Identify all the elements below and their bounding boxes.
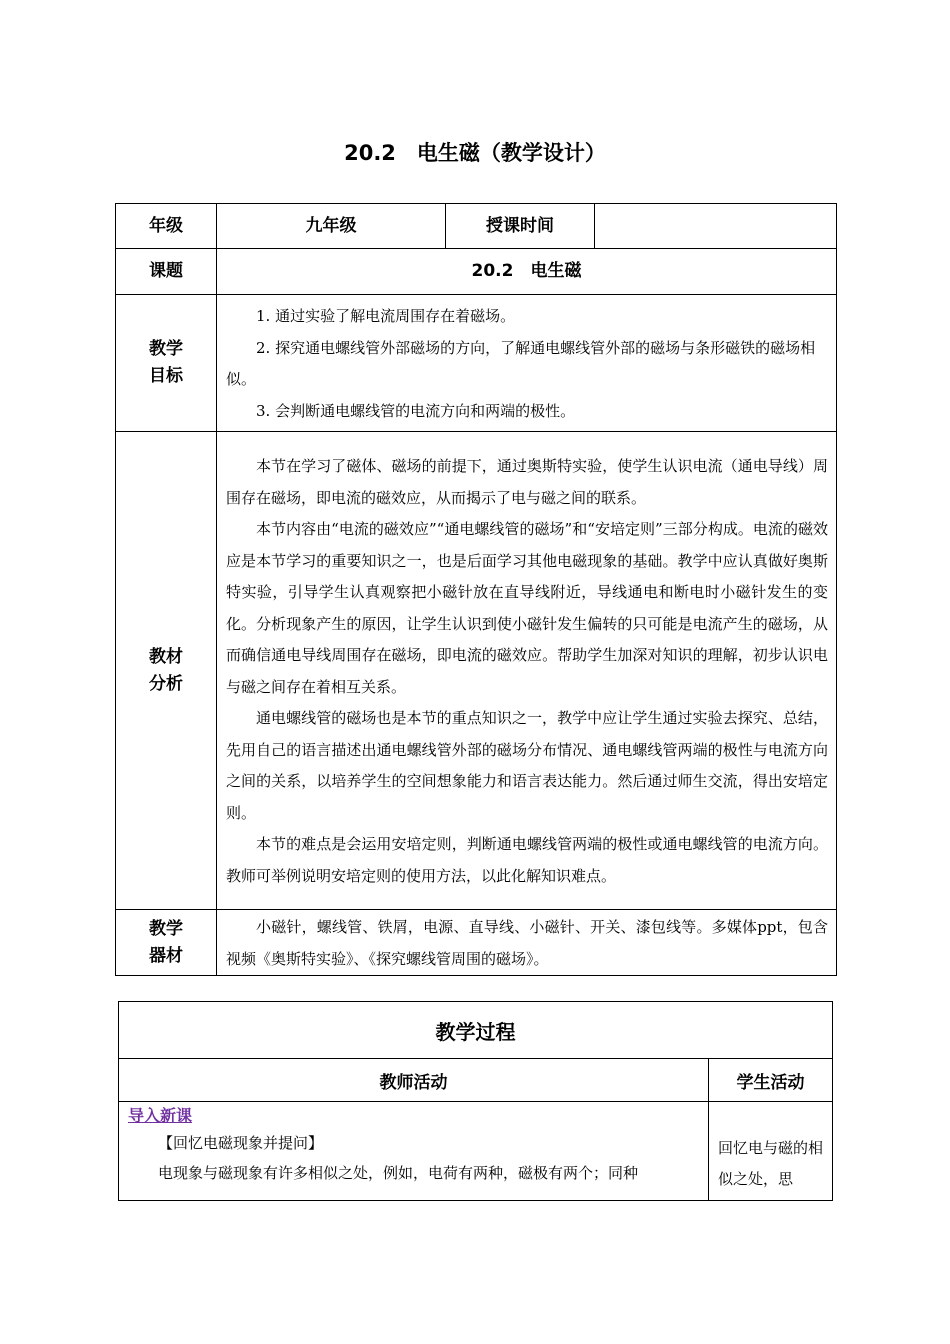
- grade-label: 年级: [116, 204, 217, 249]
- analysis-paragraph: 通电螺线管的磁场也是本节的重点知识之一，教学中应让学生通过实验去探究、总结，先用自己的语言描述出通电螺线管外部的磁场分布情况、通电螺线管两端的极性与电流方向之间的关系，以培养学生的空间想象能力和语言表达能力。然后通过师生交流，得出安培定则。: [226, 709, 828, 822]
- objectives-cell: [217, 295, 837, 432]
- lesson-info-table: [115, 203, 837, 976]
- materials-label-line-1: 教学: [149, 918, 183, 939]
- introduce-new-lesson-link[interactable]: 导入新课: [128, 1106, 193, 1125]
- analysis-label: [116, 432, 217, 910]
- grade-value: 九年级: [217, 204, 446, 249]
- teacher-activity-header: 教师活动: [119, 1059, 709, 1102]
- analysis-paragraph: 本节内容由“电流的磁效应”“通电螺线管的磁场”和“安培定则”三部分构成。电流的磁效应是本节学习的重要知识之一，也是后面学习其他电磁现象的基础。教学中应认真做好奥斯特实验，引导学生认真观察把小磁针放在直导线附近，导线通电和断电时小磁针发生的变化。分析现象产生的原因，让学生认识到使小磁针发生偏转的只可能是电流产生的磁场，从而确信通电导线周围存在磁场，即电流的磁效应。帮助学生加深对知识的理解，初步认识电与磁之间存在着相互关系。: [226, 520, 828, 696]
- objective-item: 3. 会判断通电螺线管的电流方向和两端的极性。: [256, 401, 576, 420]
- materials-cell: [217, 910, 837, 976]
- teacher-activity-cell: [119, 1102, 709, 1201]
- topic-label: 课题: [116, 249, 217, 295]
- objectives-label: [116, 295, 217, 432]
- objective-item: 2. 探究通电螺线管外部磁场的方向，了解通电螺线管外部的磁场与条形磁铁的磁场相似。: [226, 338, 816, 388]
- materials-text: 小磁针，螺线管、铁屑，电源、直导线、小磁针、开关、漆包线等。多媒体ppt，包含视频《奥斯特实验》、《探究螺线管周围的磁场》。: [226, 918, 828, 968]
- process-title: 教学过程: [119, 1002, 833, 1059]
- student-activity-text: 回忆电与磁的相似之处，思: [718, 1139, 824, 1188]
- student-activity-cell: [709, 1102, 833, 1201]
- activity-subheading: 【回忆电磁现象并提问】: [158, 1134, 324, 1152]
- student-activity-header: 学生活动: [709, 1059, 833, 1102]
- objectives-label-line-2: 目标: [149, 366, 183, 386]
- analysis-cell: [217, 432, 837, 910]
- materials-label-line-2: 器材: [149, 945, 183, 966]
- analysis-paragraph: 本节的难点是会运用安培定则，判断通电螺线管两端的极性或通电螺线管的电流方向。教师可举例说明安培定则的使用方法，以此化解知识难点。: [226, 835, 828, 885]
- teacher-activity-text: 电现象与磁现象有许多相似之处，例如，电荷有两种，磁极有两个；同种: [158, 1164, 639, 1182]
- materials-label: [116, 910, 217, 976]
- analysis-paragraph: 本节在学习了磁体、磁场的前提下，通过奥斯特实验，使学生认识电流（通电导线）周围存在磁场，即电流的磁效应，从而揭示了电与磁之间的联系。: [226, 457, 828, 507]
- analysis-label-line-2: 分析: [149, 673, 183, 694]
- class-time-label: 授课时间: [446, 204, 595, 249]
- teaching-process-table: [118, 1001, 833, 1201]
- topic-value: 20.2 电生磁: [217, 249, 837, 295]
- document-title: 20.2 电生磁（教学设计）: [344, 141, 606, 165]
- objectives-label-line-1: 教学: [149, 339, 183, 359]
- objective-item: 1. 通过实验了解电流周围存在着磁场。: [256, 307, 516, 325]
- analysis-label-line-1: 教材: [149, 646, 183, 667]
- class-time-value: [595, 204, 837, 249]
